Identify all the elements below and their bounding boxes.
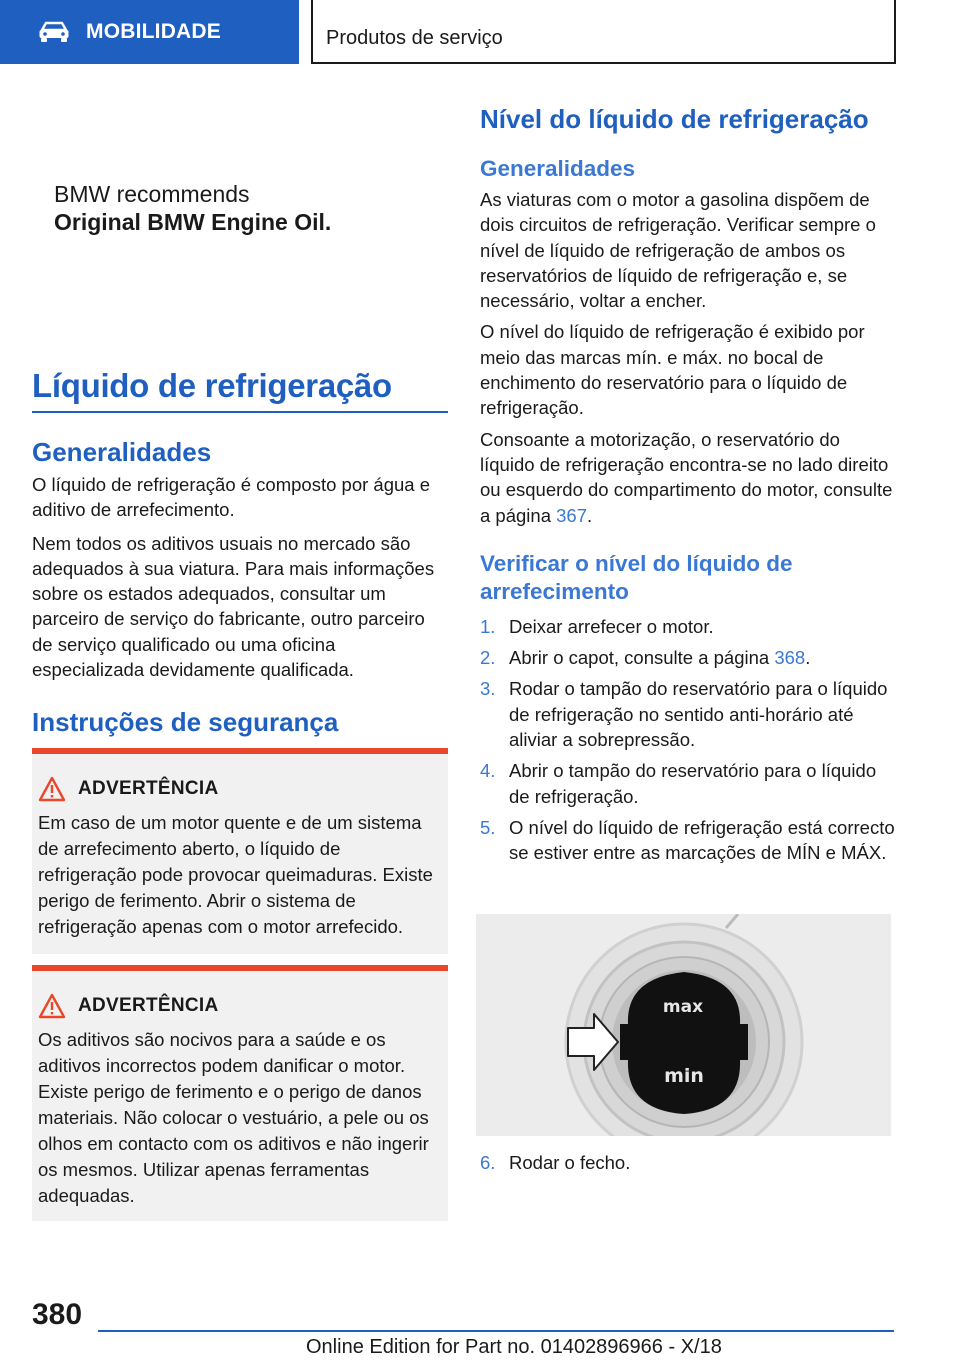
check-level-heading: Verificar o nível do líquido de arrefecimento — [480, 550, 793, 604]
header-divider — [311, 0, 313, 64]
safety-heading: Instruções de segurança — [32, 707, 339, 737]
list-item: 2. Abrir o capot, consulte a página 368. — [480, 647, 811, 669]
max-marking: max — [662, 997, 704, 1017]
right-general-heading: Generalidades — [480, 156, 636, 181]
header-divider-right — [894, 0, 896, 64]
coolant-level-section — [480, 103, 896, 872]
warning-box-1 — [32, 748, 448, 954]
section-tab-label: MOBILIDADE — [86, 20, 221, 43]
check-steps-list — [480, 614, 896, 866]
page-title: Líquido de refrigeração — [32, 367, 392, 404]
right-paragraph-1: As viaturas com o motor a gasolina dispõem de dois circuitos de refrigeração. Verificar sempre o nível de líquido de refrigeração de ambos os reservatórios de líquido de refrigeração e, se necessário, voltar a encher. — [480, 189, 876, 312]
section-title: Produtos de serviço — [326, 27, 503, 49]
general-heading: Generalidades — [32, 437, 212, 467]
final-step-list — [480, 1150, 896, 1175]
list-item: 1. Deixar arrefecer o motor. — [480, 615, 714, 637]
coolant-cap-illustration — [476, 914, 891, 1136]
coolant-cap-photo — [476, 914, 891, 1136]
min-marking: min — [664, 1065, 704, 1087]
page-link-368[interactable]: 368 — [774, 647, 806, 669]
warning-triangle-icon — [38, 776, 66, 802]
list-item: 4. Abrir o tampão do reservatório para o líquido de refrigeração. — [480, 760, 877, 807]
general-section — [32, 436, 448, 682]
page-number: 380 — [32, 1298, 83, 1331]
edition-text: Online Edition for Part no. 01402896966 - X/18 — [306, 1336, 722, 1358]
list-item: 3. Rodar o tampão do reservatório para o líquido de refrigeração no sentido anti-horário até aliviar a sobrepressão. — [480, 678, 888, 751]
coolant-title-block — [32, 366, 448, 406]
header-underline — [311, 62, 896, 64]
list-item: 6. Rodar o fecho. — [480, 1152, 631, 1173]
warning-text: Em caso de um motor quente e de um sistema de arrefecimento aberto, o líquido de refrigeração pode provocar queimaduras. Existe perigo de ferimento. Abrir o sistema de refrigeração apenas com o motor arrefecido. — [38, 812, 433, 937]
warning-title: ADVERTÊNCIA — [78, 778, 219, 799]
general-paragraph-1: O líquido de refrigeração é composto por água e aditivo de arrefecimento. — [32, 474, 430, 521]
right-paragraph-2: O nível do líquido de refrigeração é exibido por meio das marcas mín. e máx. no bocal de enchimento do reservatório para o líquido de refrigeração. — [480, 321, 865, 419]
oil-ad-line2: Original BMW Engine Oil. — [54, 209, 332, 235]
safety-heading-block — [32, 706, 448, 738]
list-item: 5. O nível do líquido de refrigeração está correcto se estiver entre as marcações de MÍN e MÁX. — [480, 816, 895, 864]
oil-ad-line1: BMW recommends — [54, 181, 250, 207]
general-paragraph-2: Nem todos os aditivos usuais no mercado são adequados à sua viatura. Para mais informações sobre os estados adequados, consultar um parceiro de serviço do fabricante, outro parceiro de serviço qualificado ou uma oficina especializada devidamente qualificada. — [32, 532, 435, 681]
coolant-level-title: Nível do líquido de refrigeração — [480, 104, 869, 134]
page-link-367[interactable]: 367 — [556, 504, 587, 526]
section-tab[interactable] — [0, 0, 299, 64]
footer-rule — [98, 1330, 894, 1332]
warning-text: Os aditivos são nocivos para a saúde e os aditivos incorrectos podem danificar o motor. Existe perigo de ferimento e o perigo de danos materiais. Não colocar o vestuário, a pele ou os olhos em contacto com os aditivos e não ingerir os mesmos. Utilizar apenas ferramentas adequadas. — [38, 1029, 429, 1206]
warning-box-2 — [32, 965, 448, 1221]
oil-advertisement — [54, 180, 444, 236]
final-step-block — [480, 1150, 896, 1181]
title-rule — [32, 411, 448, 413]
right-paragraph-3: Consoante a motorização, o reservatório do líquido de refrigeração encontra-se no lado direito ou esquerdo do compartimento do motor, consulte a página 367. — [480, 428, 893, 526]
car-icon — [38, 21, 70, 43]
warning-triangle-icon — [38, 993, 66, 1019]
warning-title: ADVERTÊNCIA — [78, 995, 219, 1016]
